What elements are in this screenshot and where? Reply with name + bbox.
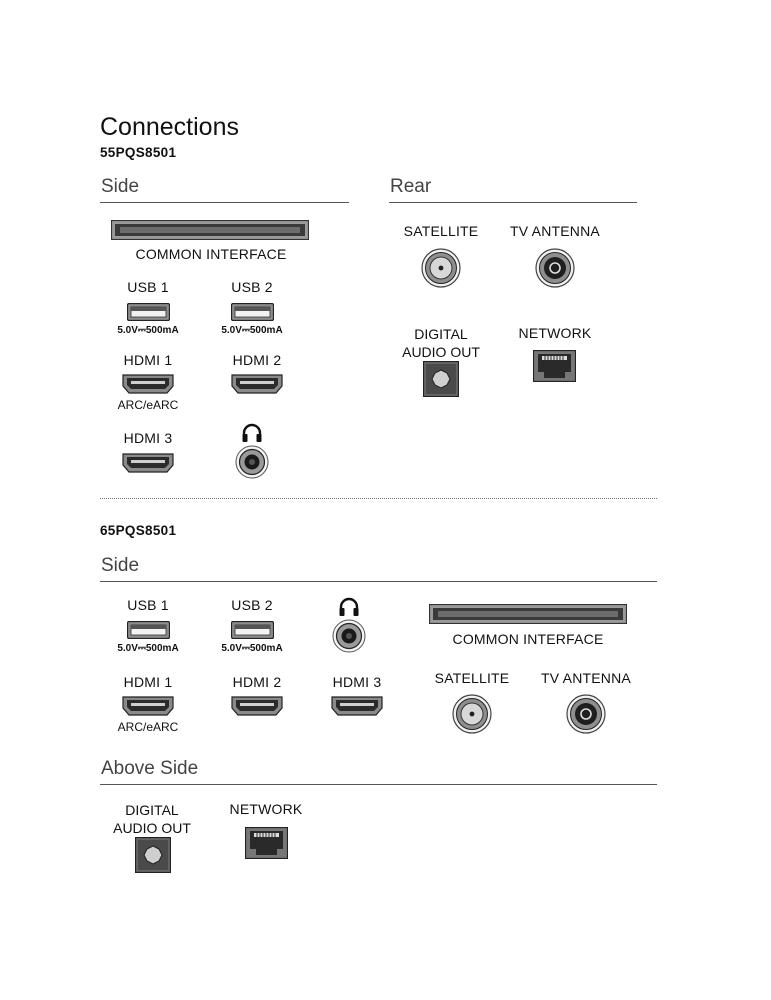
section-heading-side: Side bbox=[101, 555, 140, 576]
hdmi-port-icon bbox=[331, 696, 383, 716]
satellite-connector-icon bbox=[452, 694, 492, 734]
usb-port-icon bbox=[231, 621, 274, 639]
satellite-label: SATELLITE bbox=[403, 223, 479, 239]
tv-antenna-label: TV ANTENNA bbox=[541, 670, 631, 686]
usb2-label: USB 2 bbox=[231, 279, 273, 295]
hdmi1-sub-label: ARC/eARC bbox=[117, 720, 179, 734]
section-rule bbox=[100, 202, 349, 203]
section-heading-rear: Rear bbox=[390, 176, 432, 197]
hdmi1-label: HDMI 1 bbox=[123, 674, 173, 690]
hdmi1-sub-label: ARC/eARC bbox=[117, 398, 179, 412]
usb1-label: USB 1 bbox=[127, 597, 169, 613]
usb1-spec: 5.0V⎓500mA bbox=[117, 643, 179, 654]
usb2-label: USB 2 bbox=[231, 597, 273, 613]
usb2-spec: 5.0V⎓500mA bbox=[221, 643, 283, 654]
model-name: 55PQS8501 bbox=[100, 145, 177, 160]
optical-audio-port-icon bbox=[423, 361, 459, 397]
digital-audio-out-label bbox=[402, 325, 480, 361]
usb1-spec: 5.0V⎓500mA bbox=[117, 325, 179, 336]
usb2-spec: 5.0V⎓500mA bbox=[221, 325, 283, 336]
network-label: NETWORK bbox=[229, 801, 303, 817]
hdmi-port-icon bbox=[231, 696, 283, 716]
tv-antenna-connector-icon bbox=[535, 248, 575, 288]
satellite-label: SATELLITE bbox=[434, 670, 510, 686]
model-name: 65PQS8501 bbox=[100, 523, 177, 538]
section-rule bbox=[100, 581, 657, 582]
network-label: NETWORK bbox=[518, 325, 592, 341]
ethernet-port-icon bbox=[245, 827, 288, 859]
usb1-label: USB 1 bbox=[127, 279, 169, 295]
hdmi-port-icon bbox=[231, 374, 283, 394]
satellite-connector-icon bbox=[421, 248, 461, 288]
headphone-jack-icon bbox=[332, 619, 366, 653]
hdmi-port-icon bbox=[122, 696, 174, 716]
digital-audio-out-label-line1: DIGITAL bbox=[414, 326, 468, 342]
digital-audio-out-label-line2: AUDIO OUT bbox=[113, 820, 191, 836]
common-interface-label: COMMON INTERFACE bbox=[452, 631, 604, 647]
usb-port-icon bbox=[127, 621, 170, 639]
headphones-icon bbox=[338, 597, 360, 617]
headphones-icon bbox=[241, 423, 263, 443]
headphone-jack-icon bbox=[235, 445, 269, 479]
hdmi3-label: HDMI 3 bbox=[332, 674, 382, 690]
hdmi-port-icon bbox=[122, 374, 174, 394]
page-title: Connections bbox=[100, 113, 239, 141]
common-interface-label: COMMON INTERFACE bbox=[135, 246, 287, 262]
common-interface-slot-icon bbox=[429, 604, 627, 624]
tv-antenna-label: TV ANTENNA bbox=[510, 223, 600, 239]
common-interface-slot-icon bbox=[111, 220, 309, 240]
hdmi2-label: HDMI 2 bbox=[232, 352, 282, 368]
hdmi3-label: HDMI 3 bbox=[123, 430, 173, 446]
section-heading-side: Side bbox=[101, 176, 140, 197]
section-rule bbox=[100, 784, 657, 785]
hdmi1-label: HDMI 1 bbox=[123, 352, 173, 368]
digital-audio-out-label bbox=[113, 801, 191, 837]
digital-audio-out-label-line2: AUDIO OUT bbox=[402, 344, 480, 360]
digital-audio-out-label-line1: DIGITAL bbox=[125, 802, 179, 818]
section-rule bbox=[389, 202, 637, 203]
ethernet-port-icon bbox=[533, 350, 576, 382]
section-heading-above-side: Above Side bbox=[101, 758, 199, 779]
hdmi2-label: HDMI 2 bbox=[232, 674, 282, 690]
hdmi-port-icon bbox=[122, 453, 174, 473]
usb-port-icon bbox=[127, 303, 170, 321]
usb-port-icon bbox=[231, 303, 274, 321]
tv-antenna-connector-icon bbox=[566, 694, 606, 734]
optical-audio-port-icon bbox=[135, 837, 171, 873]
model-separator bbox=[100, 498, 657, 499]
